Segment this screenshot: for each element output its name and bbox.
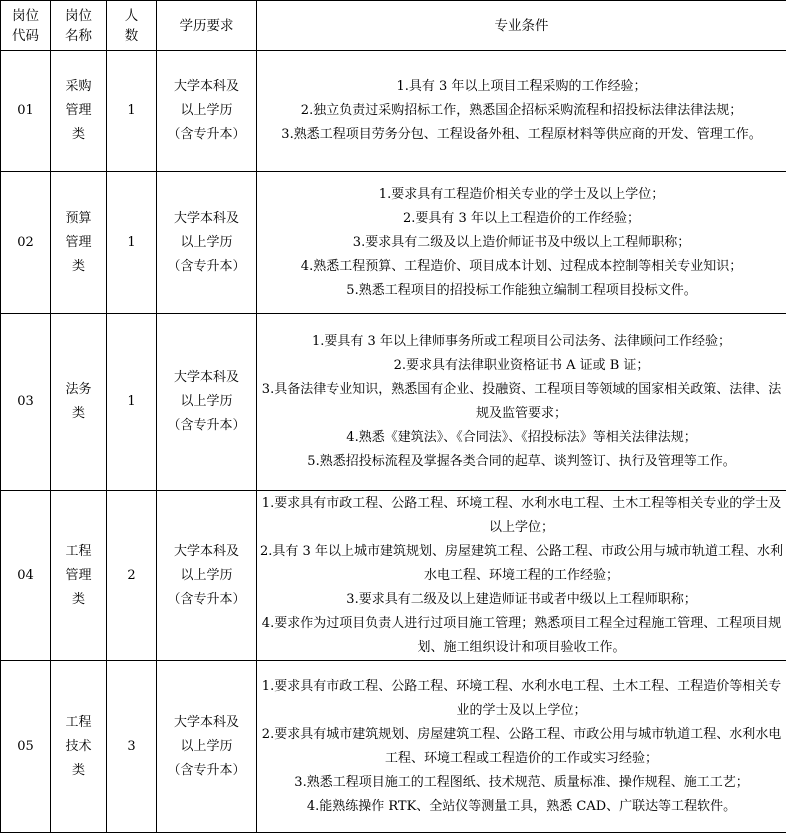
row-requirements — [257, 51, 786, 172]
header-count-line: 人 — [107, 6, 156, 26]
requirement-item: 4.要求作为过项目负责人进行过项目施工管理；熟悉项目工程全过程施工管理、工程项目规划、施工组织设计和项目验收工作。 — [257, 612, 786, 660]
header-name-line: 名称 — [51, 26, 106, 46]
row-education-line: （含专升本） — [157, 414, 256, 438]
row-education — [157, 491, 257, 661]
row-name-line: 采购 — [51, 75, 106, 99]
header-education: 学历要求 — [157, 1, 257, 51]
header-name-line: 岗位 — [51, 6, 106, 26]
header-requirements: 专业条件 — [257, 1, 786, 51]
row-name-line: 工程 — [51, 540, 106, 564]
row-requirements — [257, 491, 786, 661]
row-name-line: 法务 — [51, 378, 106, 402]
row-count: 1 — [107, 172, 157, 314]
row-name-line: 类 — [51, 759, 106, 783]
requirement-item: 2.要具有 3 年以上工程造价的工作经验； — [257, 207, 786, 231]
row-name-line: 类 — [51, 123, 106, 147]
header-name — [51, 1, 107, 51]
row-education-line: 以上学历 — [157, 390, 256, 414]
row-requirements — [257, 314, 786, 491]
requirement-item: 3.熟悉工程项目施工的工程图纸、技术规范、质量标准、操作规程、施工工艺； — [257, 771, 786, 795]
row-education-line: 大学本科及 — [157, 711, 256, 735]
row-name-line: 技术 — [51, 735, 106, 759]
table-row — [1, 491, 786, 661]
table-row — [1, 51, 786, 172]
row-count: 1 — [107, 314, 157, 491]
header-code-line: 岗位 — [1, 6, 50, 26]
requirement-item: 3.要求具有二级及以上造价师证书及中级以上工程师职称； — [257, 231, 786, 255]
requirement-item: 3.要求具有二级及以上建造师证书或者中级以上工程师职称； — [257, 588, 786, 612]
row-education-line: （含专升本） — [157, 588, 256, 612]
requirement-item: 1.要求具有市政工程、公路工程、环境工程、水利水电工程、土木工程、工程造价等相关专业的学士及以上学位； — [257, 675, 786, 723]
requirement-item: 1.要求具有市政工程、公路工程、环境工程、水利水电工程、土木工程等相关专业的学士及以上学位； — [257, 492, 786, 540]
row-education-line: 大学本科及 — [157, 540, 256, 564]
table-row — [1, 661, 786, 833]
header-count — [107, 1, 157, 51]
row-education-line: （含专升本） — [157, 255, 256, 279]
row-education — [157, 661, 257, 833]
header-count-line: 数 — [107, 26, 156, 46]
row-education-line: 以上学历 — [157, 231, 256, 255]
row-code: 05 — [1, 661, 51, 833]
requirement-item: 3.熟悉工程项目劳务分包、工程设备外租、工程原材料等供应商的开发、管理工作。 — [257, 123, 786, 147]
row-count: 3 — [107, 661, 157, 833]
row-education-line: 大学本科及 — [157, 207, 256, 231]
requirement-item: 4.能熟练操作 RTK、全站仪等测量工具，熟悉 CAD、广联达等工程软件。 — [257, 795, 786, 819]
requirement-item: 2.要求具有城市建筑规划、房屋建筑工程、公路工程、市政公用与城市轨道工程、水利水电工程、环境工程或工程造价的工作或实习经验； — [257, 723, 786, 771]
row-education — [157, 314, 257, 491]
requirement-item: 5.熟悉招投标流程及掌握各类合同的起草、谈判签订、执行及管理等工作。 — [257, 450, 786, 474]
table-row — [1, 172, 786, 314]
row-count: 1 — [107, 51, 157, 172]
row-requirements — [257, 172, 786, 314]
header-code-line: 代码 — [1, 26, 50, 46]
row-name-line: 预算 — [51, 207, 106, 231]
table-header-row — [1, 1, 786, 51]
requirement-item: 2.独立负责过采购招标工作，熟悉国企招标采购流程和招投标法律法律法规； — [257, 99, 786, 123]
requirement-item: 4.熟悉《建筑法》、《合同法》、《招投标法》等相关法律法规； — [257, 426, 786, 450]
requirement-item: 5.熟悉工程项目的招投标工作能独立编制工程项目投标文件。 — [257, 279, 786, 303]
requirement-item: 1.要求具有工程造价相关专业的学士及以上学位； — [257, 183, 786, 207]
row-education-line: 大学本科及 — [157, 366, 256, 390]
requirement-item: 1.要具有 3 年以上律师事务所或工程项目公司法务、法律顾问工作经验； — [257, 330, 786, 354]
requirement-item: 4.熟悉工程预算、工程造价、项目成本计划、过程成本控制等相关专业知识； — [257, 255, 786, 279]
row-code: 01 — [1, 51, 51, 172]
row-name — [51, 51, 107, 172]
row-education — [157, 172, 257, 314]
header-code — [1, 1, 51, 51]
requirement-item: 2.具有 3 年以上城市建筑规划、房屋建筑工程、公路工程、市政公用与城市轨道工程、水利水电工程、环境工程的工作经验； — [257, 540, 786, 588]
row-code: 02 — [1, 172, 51, 314]
row-count: 2 — [107, 491, 157, 661]
row-education-line: （含专升本） — [157, 123, 256, 147]
row-name — [51, 314, 107, 491]
row-requirements — [257, 661, 786, 833]
row-education-line: 以上学历 — [157, 564, 256, 588]
row-name-line: 管理 — [51, 564, 106, 588]
row-name-line: 工程 — [51, 711, 106, 735]
row-name — [51, 172, 107, 314]
table-row — [1, 314, 786, 491]
row-education-line: 大学本科及 — [157, 75, 256, 99]
row-education-line: （含专升本） — [157, 759, 256, 783]
row-name — [51, 491, 107, 661]
row-education-line: 以上学历 — [157, 735, 256, 759]
row-name-line: 管理 — [51, 99, 106, 123]
requirement-item: 3.具备法律专业知识，熟悉国有企业、投融资、工程项目等领域的国家相关政策、法律、法规及监管要求； — [257, 378, 786, 426]
row-code: 04 — [1, 491, 51, 661]
row-name-line: 类 — [51, 255, 106, 279]
row-education — [157, 51, 257, 172]
requirement-item: 2.要求具有法律职业资格证书 A 证或 B 证； — [257, 354, 786, 378]
requirement-item: 1.具有 3 年以上项目工程采购的工作经验； — [257, 75, 786, 99]
row-name-line: 类 — [51, 402, 106, 426]
row-name-line: 类 — [51, 588, 106, 612]
row-code: 03 — [1, 314, 51, 491]
row-name-line: 管理 — [51, 231, 106, 255]
row-education-line: 以上学历 — [157, 99, 256, 123]
row-name — [51, 661, 107, 833]
